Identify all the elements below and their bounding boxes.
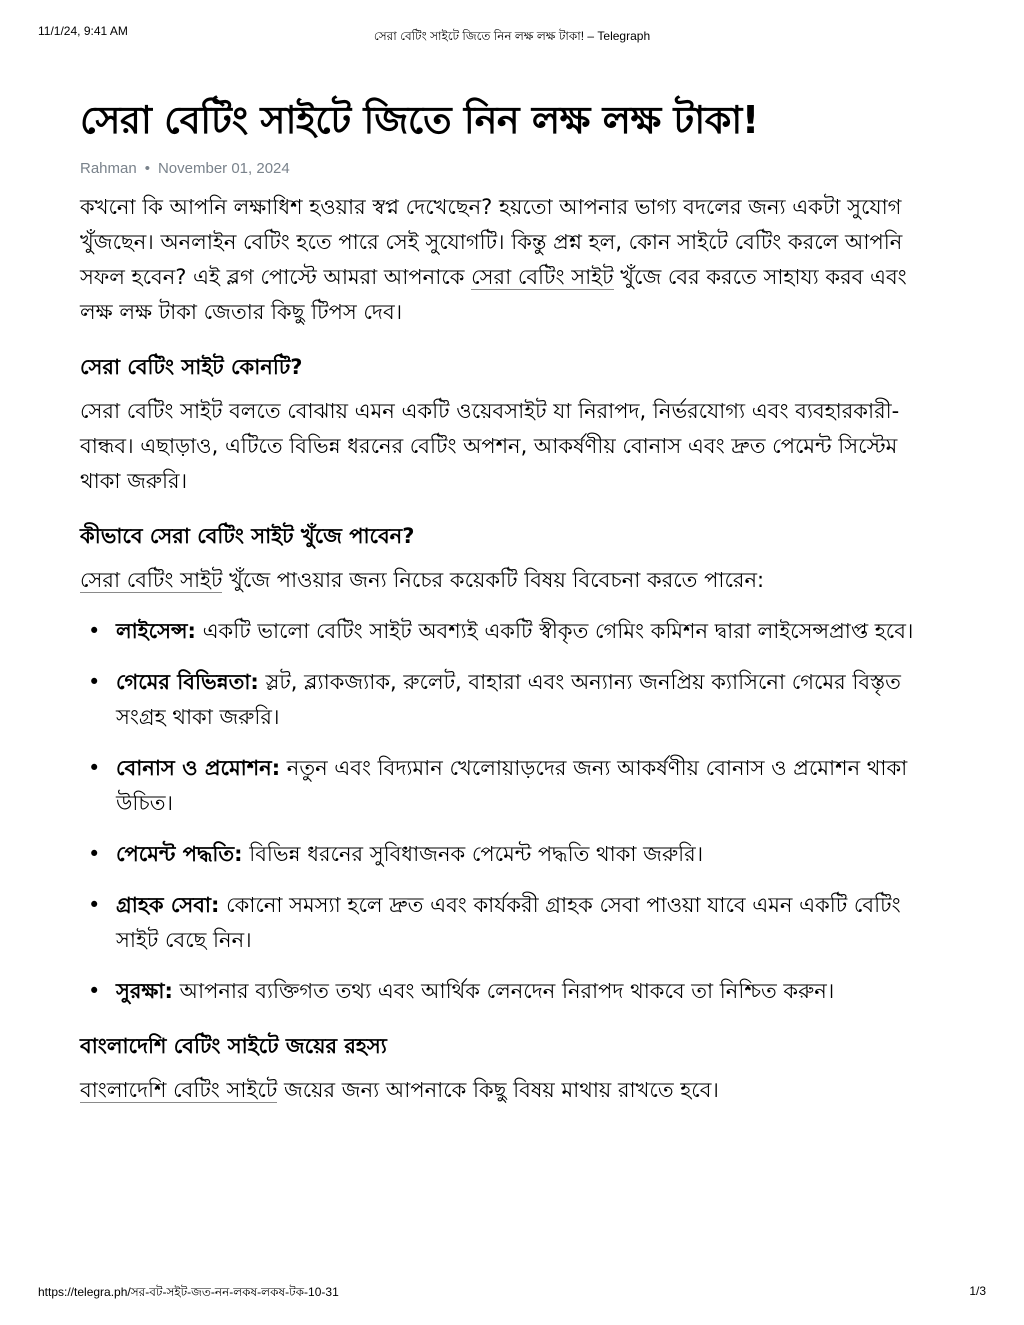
list-item-text: স্লট, ব্ল্যাকজ্যাক, রুলেট, বাহারা এবং অন্যান্য জনপ্রিয় ক্যাসিনো গেমের বিস্তৃত সংগ্রহ থাকা জরুরি।	[116, 670, 901, 729]
list-item-text: একটি ভালো বেটিং সাইট অবশ্যই একটি স্বীকৃত গেমিং কমিশন দ্বারা লাইসেন্সপ্রাপ্ত হবে।	[195, 619, 914, 643]
bullet-icon: •	[88, 756, 101, 780]
author-link[interactable]: Rahman	[80, 160, 137, 177]
intro-text-before: কখনো কি আপনি লক্ষাধিশ হওয়ার স্বপ্ন দেখেছেন? হয়তো আপনার ভাগ্য বদলের জন্য একটা সুযোগ খুঁজছেন। অনলাইন বেটিং হতে পারে সেই সুযোগটি। কিন্তু প্রশ্ন হল, কোন সাইটে বেটিং করলে আপনি সফল হবেন? এই ব্লগ পোস্টে আমরা আপনাকে	[80, 195, 903, 289]
criteria-list	[80, 614, 940, 1009]
meta-separator: •	[144, 160, 150, 177]
list-item-text: নতুন এবং বিদ্যমান খেলোয়াড়দের জন্য আকর্ষণীয় বোনাস ও প্রমোশন থাকা উচিত।	[116, 756, 908, 815]
intro-text-after: খুঁজে বের করতে সাহায্য করব এবং লক্ষ লক্ষ টাকা জেতার কিছু টিপস দেব।	[80, 265, 907, 324]
list-item	[88, 751, 940, 821]
intro-paragraph	[80, 190, 940, 330]
bangladeshi-betting-site-link[interactable]: বাংলাদেশি বেটিং সাইটে	[80, 1078, 278, 1102]
list-item-text: বিভিন্ন ধরনের সুবিধাজনক পেমেন্ট পদ্ধতি থাকা জরুরি।	[242, 842, 704, 866]
heading-winning-secret: বাংলাদেশি বেটিং সাইটে জয়ের রহস্য	[80, 1034, 387, 1058]
bullet-icon: •	[88, 842, 101, 866]
list-item-text: আপনার ব্যক্তিগত তথ্য এবং আর্থিক লেনদেন নিরাপদ থাকবে তা নিশ্চিত করুন।	[172, 979, 835, 1003]
heading-which-site: সেরা বেটিং সাইট কোনটি?	[80, 355, 303, 379]
list-item-term: পেমেন্ট পদ্ধতি:	[116, 842, 243, 866]
print-datetime: 11/1/24, 9:41 AM	[38, 24, 128, 38]
print-page-title: সেরা বেটিং সাইটে জিতে নিন লক্ষ লক্ষ টাকা! – Telegraph	[373, 29, 651, 43]
list-item	[88, 665, 940, 735]
list-item	[88, 614, 940, 649]
page-number: 1/3	[969, 1284, 986, 1298]
best-betting-site-link-2[interactable]: সেরা বেটিং সাইট	[80, 568, 223, 592]
article-meta	[80, 158, 940, 180]
list-item	[88, 888, 940, 958]
list-item	[88, 837, 940, 872]
bullet-icon: •	[88, 619, 101, 643]
print-footer	[38, 1284, 986, 1304]
best-betting-site-link[interactable]: সেরা বেটিং সাইট	[471, 265, 614, 289]
bullet-icon: •	[88, 979, 101, 1003]
bullet-icon: •	[88, 893, 101, 917]
list-item-term: বোনাস ও প্রমোশন:	[116, 756, 281, 780]
bullet-icon: •	[88, 670, 101, 694]
list-item-term: সুরক্ষা:	[116, 979, 173, 1003]
list-item-term: গেমের বিভিন্নতা:	[116, 670, 259, 694]
list-item-term: গ্রাহক সেবা:	[116, 893, 220, 917]
how-to-find-text: খুঁজে পাওয়ার জন্য নিচের কয়েকটি বিষয় বিবেচনা করতে পারেন:	[222, 568, 765, 592]
publish-date: November 01, 2024	[157, 160, 290, 177]
article-title: সেরা বেটিং সাইটে জিতে নিন লক্ষ লক্ষ টাকা!	[80, 98, 759, 142]
print-header	[38, 24, 986, 44]
which-site-paragraph: সেরা বেটিং সাইট বলতে বোঝায় এমন একটি ওয়েবসাইট যা নিরাপদ, নির্ভরযোগ্য এবং ব্যবহারকারী-বান্ধব। এছাড়াও, এটিতে বিভিন্ন ধরনের বেটিং অপশন, আকর্ষণীয় বোনাস এবং দ্রুত পেমেন্ট সিস্টেম থাকা জরুরি।	[80, 399, 900, 493]
winning-secret-paragraph	[80, 1073, 940, 1108]
list-item	[88, 974, 940, 1009]
list-item-text: কোনো সমস্যা হলে দ্রুত এবং কার্যকরী গ্রাহক সেবা পাওয়া যাবে এমন একটি বেটিং সাইট বেছে নিন।	[116, 893, 901, 952]
how-to-find-paragraph	[80, 563, 940, 598]
list-item-term: লাইসেন্স:	[116, 619, 196, 643]
print-url: https://telegra.ph/সর-বট-সইট-জত-নন-লকষ-লকষ-টক-10-31	[38, 1285, 339, 1299]
heading-how-to-find: কীভাবে সেরা বেটিং সাইট খুঁজে পাবেন?	[80, 524, 415, 548]
winning-secret-text: জয়ের জন্য আপনাকে কিছু বিষয় মাথায় রাখতে হবে।	[277, 1078, 719, 1102]
article	[80, 92, 940, 1108]
